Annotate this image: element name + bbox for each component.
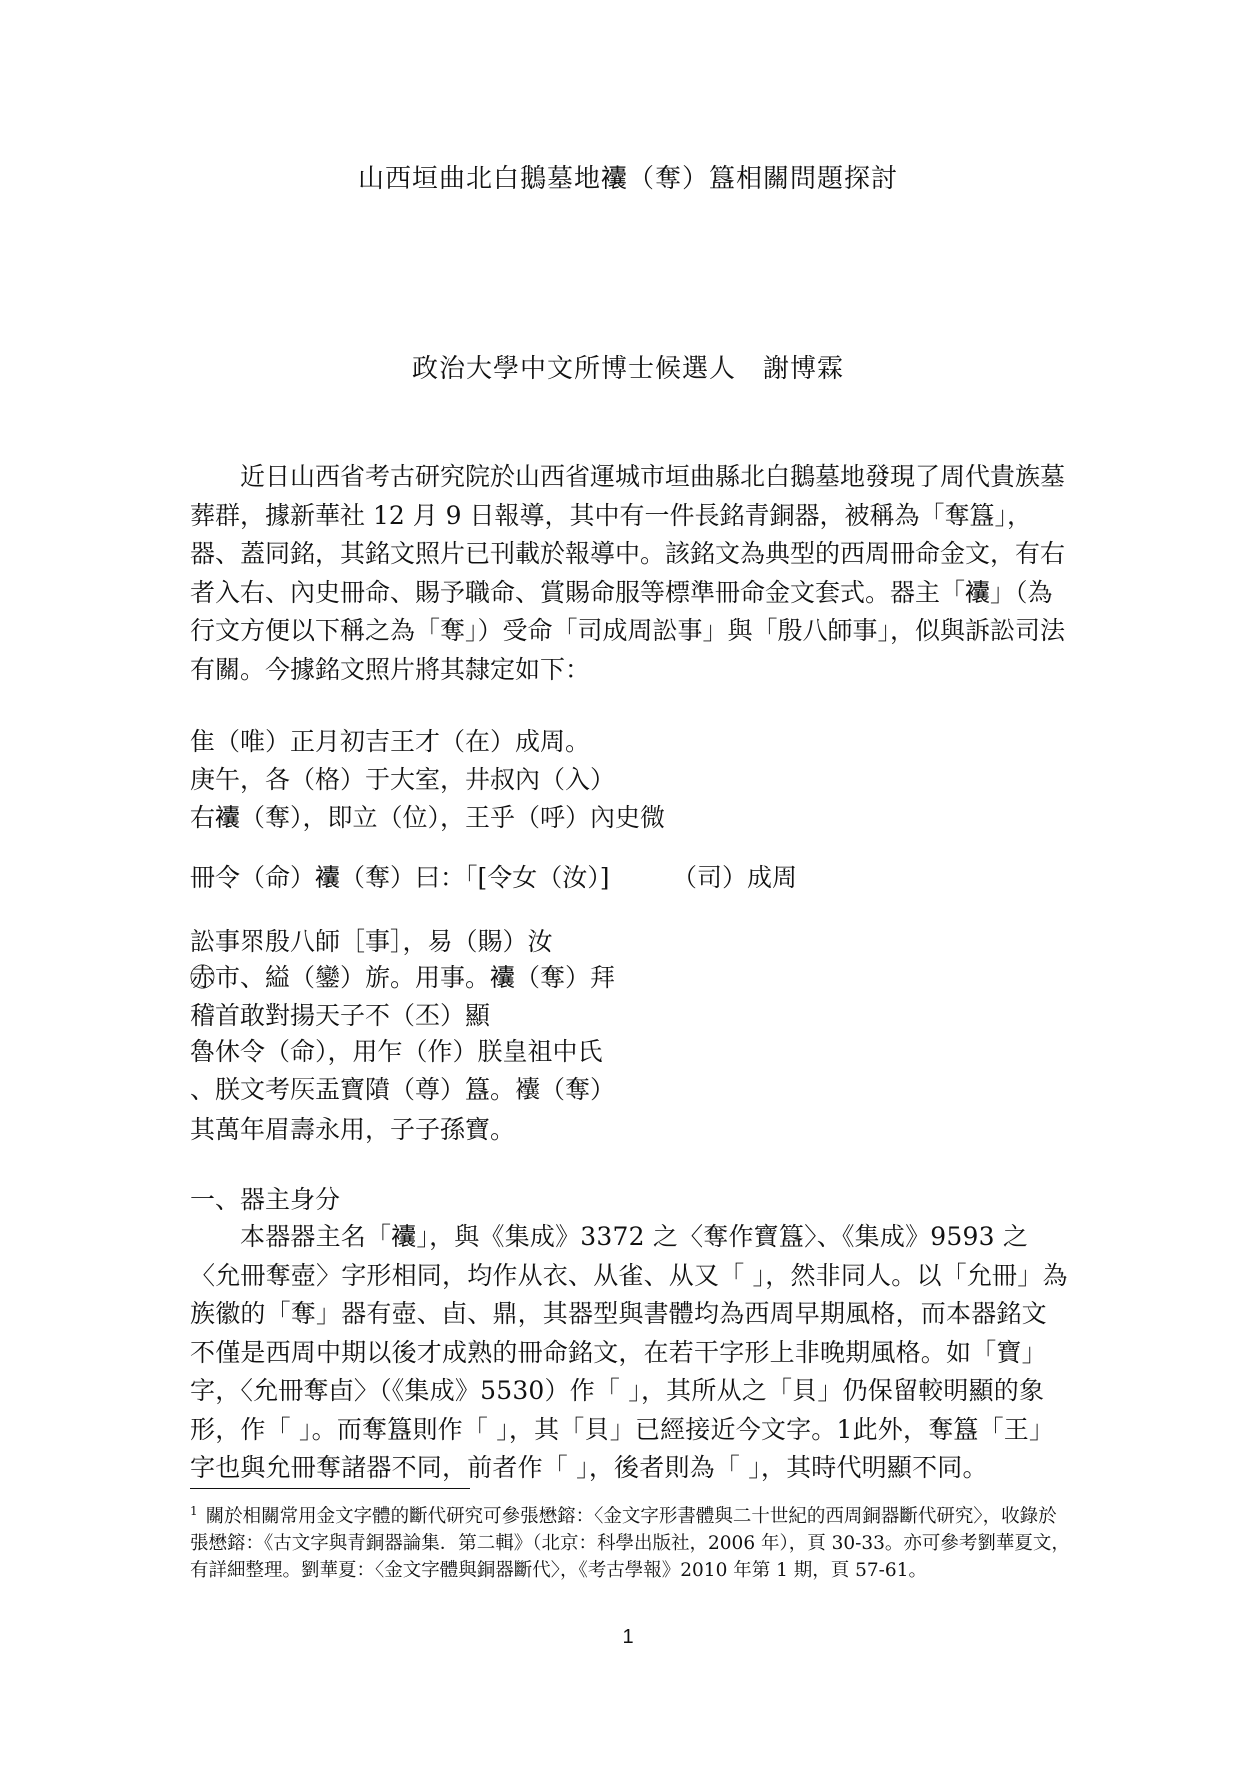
footnote-number: 1 — [190, 1504, 198, 1518]
intro-paragraph — [190, 458, 1070, 689]
author-line: 政治大學中文所博士候選人 謝博霖 — [411, 354, 844, 384]
inscription-line: 訟事眔殷八師［事］，易（賜）汝 — [190, 927, 553, 956]
inscription-line: 稽首敢對揚天子不（丕）顯 — [190, 1001, 491, 1030]
inscription-line: 其萬年眉壽永用，子子孫寶。 — [190, 1115, 516, 1144]
intro-paragraph-text: 近日山西省考古研究院於山西省運城市垣曲縣北白鵝墓地發現了周代貴族墓葬群，據新華社 12 月 9 日報導，其中有一件長銘青銅器，被稱為「奪簋」，器、蓋同銘，其銘文照片已刊載於報導中。該銘文為典型的西周冊命金文，有右者入右、內史冊命、賜予職命、賞賜命服等標準冊命金文套式。器主「𧟘」（為行文方便以下稱之為「奪」）受命「司成周訟事」與「殷八師事」，似與訴訟司法有關。今據銘文照片將其隸定如下： — [190, 462, 1066, 684]
footnote — [190, 1498, 1070, 1584]
footnote-separator — [190, 1488, 470, 1489]
page-number: 1 — [622, 1626, 634, 1648]
inscription-line: 赤⃝市、縊（鑾）旂。用事。𧟘（奪）拜 — [190, 963, 616, 992]
section-paragraph-text: 本器器主名「𧟘」，與《集成》3372 之〈奪作寶簋〉、《集成》9593 之〈允冊奪壺〉字形相同，均作从衣、从雀、从又「 」，然非同人。以「允冊」為族徽的「奪」器有壺、卣、鼎，其器型與書體均為西周早期風格，而本器銘文不僅是西周中期以後才成熟的冊命銘文，在若干字形上非晚期風格。如「寶」字，〈允冊奪卣〉（《集成》5530）作「 」，其所从之「貝」仍保留較明顯的象形，作「 」。而奪簋則作「 」，其「貝」已經接近今文字。1此外，奪簋「王」字也與允冊奪諸器不同，前者作「 」，後者則為「 」，其時代明顯不同。 — [190, 1222, 1068, 1482]
inscription-line: 、朕文考𥎦盂寶隫（尊）簋。𧟘（奪） — [190, 1075, 616, 1104]
inscription-line: 隹（唯）正月初吉王才（在）成周。 — [190, 727, 591, 756]
section-heading: 一、器主身分 — [190, 1185, 341, 1214]
inscription-line: 冊令（命）𧟘（奪）曰：「[令女（汝）] （司）成周 — [190, 863, 798, 892]
inscription-line: 魯休令（命），用乍（作）朕皇祖中氏 — [190, 1037, 603, 1066]
section-paragraph — [190, 1218, 1070, 1488]
footnote-text: 關於相關常用金文字體的斷代研究可參張懋鎔：〈金文字形書體與二十世紀的西周銅器斷代研究〉，收錄於張懋鎔：《古文字與青銅器論集．第二輯》（北京：科學出版社，2006 年），頁 30-33。亦可參考劉華夏文，有詳細整理。劉華夏：〈金文字體與銅器斷代〉，《考古學報》2010 年第 1 期，頁 57-61。 — [190, 1506, 1070, 1582]
inscription-line: 右𧟘（奪），即立（位），王乎（呼）內史微 — [190, 803, 666, 832]
inscription-line: 庚午，各（格）于大室，井叔內（入） — [190, 765, 616, 794]
document-title: 山西垣曲北白鵝墓地𧟘（奪）簋相關問題探討 — [357, 164, 898, 194]
